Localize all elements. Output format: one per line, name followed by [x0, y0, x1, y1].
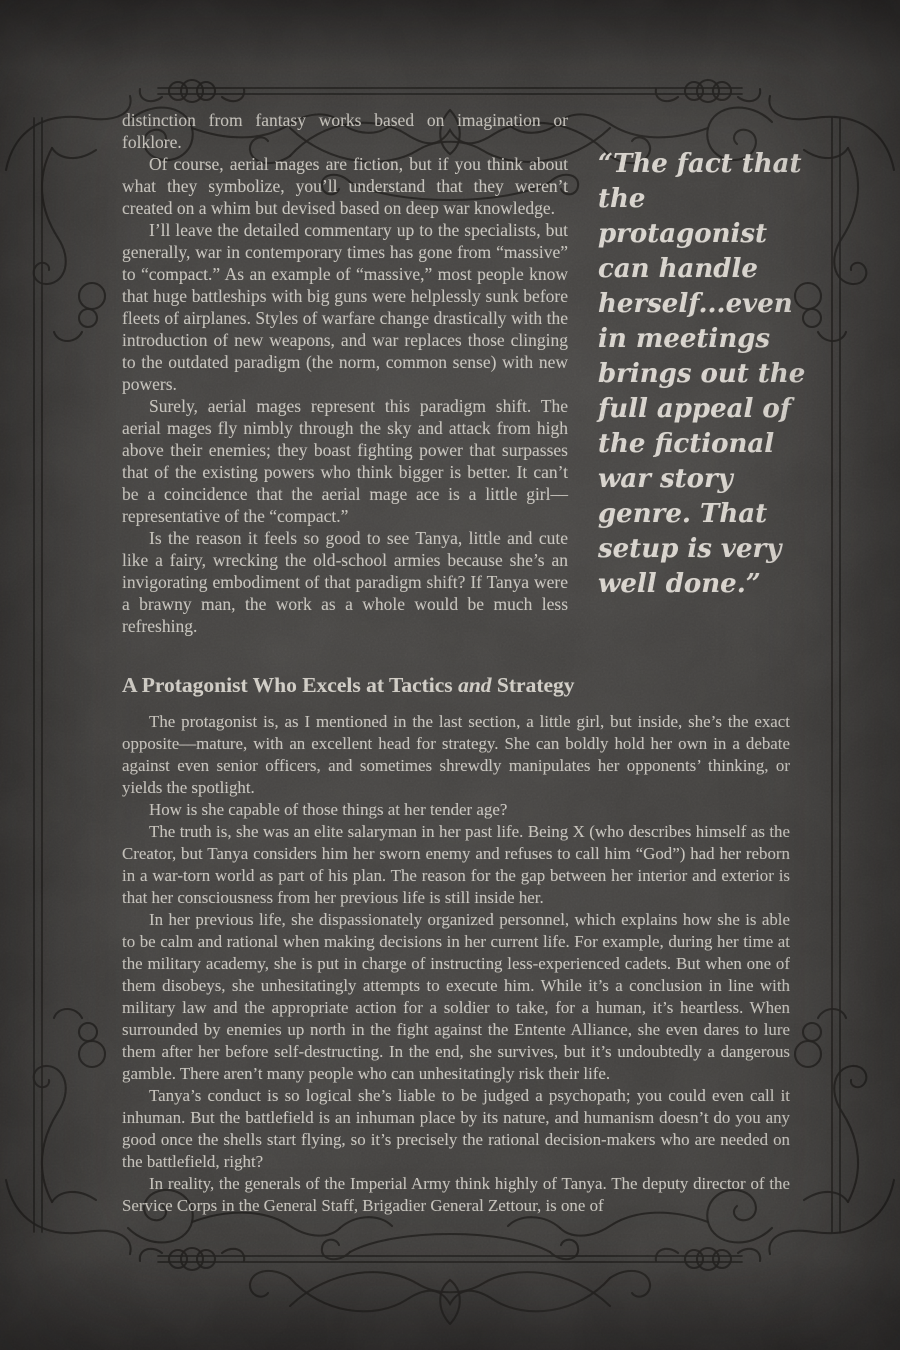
pull-quote: “The fact that the protagonist can handle herself...even in meetings brings out the full appeal of the fictional war story genre. That setup is very well done.” [598, 149, 806, 599]
body-paragraph: Tanya’s conduct is so logical she’s liable to be judged a psychopath; you could even call it inhuman. But the battlefield is an inhuman place by its nature, and humanism doesn’t do you any good once the shells start flying, so it’s precisely the rational decision-makers who are needed on the battlefield, right? [122, 1086, 790, 1171]
section-heading-italic-word: and [458, 673, 492, 697]
body-paragraph: distinction from fantasy works based on imagination or folklore. [122, 110, 568, 152]
body-paragraph: The truth is, she was an elite salaryman in her past life. Being X (who describes himself as the Creator, but Tanya considers him her sworn enemy and refuses to call him “God”) had her reborn in a war-torn world as part of his plan. The reason for the gap between her interior and exterior is that her consciousness from her previous life is still inside her. [122, 822, 790, 907]
section-heading [122, 672, 802, 698]
body-paragraph: In her previous life, she dispassionately organized personnel, which explains how she is able to be calm and rational when making decisions in her current life. For example, during her time at the military academy, she is put in charge of instructing less-experienced cadets. But when one of them disobeys, she unhesitatingly attempts to execute him. While it’s a conclusion in line with military law and the appropriate action for a soldier to take, for a human, it’s heartless. When surrounded by enemies up north in the fight against the Entente Alliance, she even dares to lure them after her before self-destructing. In the end, she survives, but it’s undoubtedly a dangerous gamble. There aren’t many people who can unhesitatingly risk their life. [122, 910, 790, 1083]
left-text-column [122, 109, 568, 637]
section-heading-text: Strategy [491, 673, 575, 697]
body-paragraph: Surely, aerial mages represent this paradigm shift. The aerial mages fly nimbly through the sky and attack from high above their enemies; they boast fighting power that surpasses that of the existing powers who think bigger is better. It can’t be a coincidence that the aerial mage ace is a little girl—representative of the “compact.” [122, 396, 568, 526]
body-paragraph: I’ll leave the detailed commentary up to the specialists, but generally, war in contemporary times has gone from “massive” to “compact.” As an example of “massive,” most people know that huge battleships with big guns were helplessly sunk before fleets of airplanes. Styles of warfare change drastically with the introduction of new weapons, and war replaces those clinging to the outdated paradigm (the norm, common sense) with new powers. [122, 220, 568, 394]
main-text-column [122, 711, 790, 1217]
body-paragraph: The protagonist is, as I mentioned in the last section, a little girl, but inside, she’s the exact opposite—mature, with an excellent head for strategy. She can boldly hold her own in a debate against even senior officers, and sometimes shrewdly manipulates her opponents’ thinking, or yields the spotlight. [122, 712, 790, 797]
body-paragraph: In reality, the generals of the Imperial Army think highly of Tanya. The deputy director of the Service Corps in the General Staff, Brigadier General Zettour, is one of [122, 1174, 790, 1215]
body-paragraph: Is the reason it feels so good to see Tanya, little and cute like a fairy, wrecking the old-school armies because she’s an invigorating embodiment of that paradigm shift? If Tanya were a brawny man, the work as a whole would be much less refreshing. [122, 528, 568, 636]
section-heading-text: A Protagonist Who Excels at Tactics [122, 673, 459, 697]
body-paragraph: Of course, aerial mages are fiction, but if you think about what they symbolize, you’ll understand that they weren’t created on a whim but devised based on deep war knowledge. [122, 154, 568, 218]
body-paragraph: How is she capable of those things at her tender age? [149, 800, 508, 819]
